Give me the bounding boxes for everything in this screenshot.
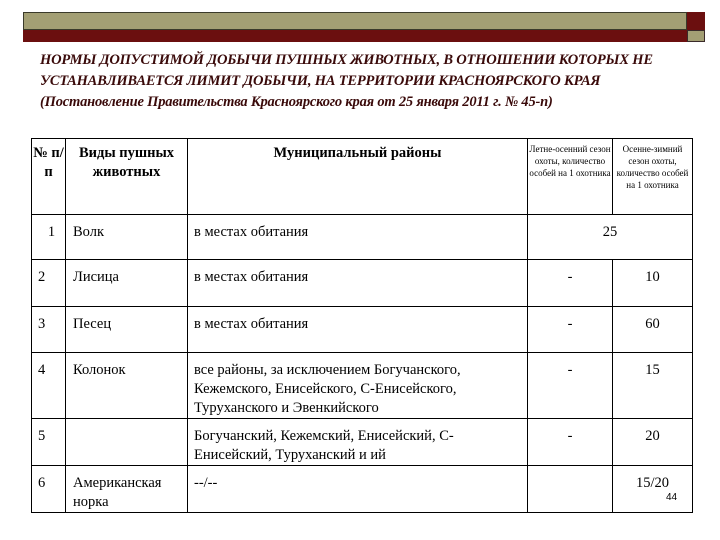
cell-num: 4 [32,353,66,419]
header-animal: Виды пушных животных [66,139,188,215]
cell-winter: 60 [613,307,693,353]
table-row [32,419,693,466]
cell-district: все районы, за исключением Богучанского, Кежемского, Енисейского, С-Енисейского, Туруханского и Эвенкийского [188,353,528,419]
cell-num: 5 [32,419,66,466]
hunting-norms-table [31,138,693,513]
cell-summer: - [528,419,613,466]
cell-animal: Колонок [66,353,188,419]
table-row [32,307,693,353]
cell-winter: 20 [613,419,693,466]
table-row [32,215,693,260]
cell-animal: Волк [66,215,188,260]
header-winter: Осенне-зимний сезон охоты, количество особей на 1 охотника [613,139,693,215]
table-row [32,260,693,307]
header-bar-olive [23,12,687,30]
header-bar-red [23,30,687,42]
header-square-olive [687,30,705,42]
table-row [32,466,693,513]
cell-summer [528,466,613,513]
cell-district: в местах обитания [188,260,528,307]
cell-summer: - [528,260,613,307]
cell-district: в местах обитания [188,307,528,353]
page-number: 44 [666,492,678,503]
cell-summer: - [528,353,613,419]
cell-summer: - [528,307,613,353]
header-num: № п/ п [32,139,66,215]
cell-winter: 15 [613,353,693,419]
title-main: НОРМЫ ДОПУСТИМОЙ ДОБЫЧИ ПУШНЫХ ЖИВОТНЫХ, В ОТНОШЕНИИ КОТОРЫХ НЕ УСТАНАВЛИВАЕТСЯ ЛИМИТ ДОБЫЧИ, НА ТЕРРИТОРИИ КРАСНОЯРСКОГО КРАЯ [40,52,653,89]
cell-num: 2 [32,260,66,307]
header-square-red [687,12,705,30]
cell-district: --/-- [188,466,528,513]
header-district: Муниципальный районы [188,139,528,215]
cell-num: 6 [32,466,66,513]
cell-animal: Американская норка [66,466,188,513]
cell-winter: 15/20 [613,466,693,513]
cell-animal: Лисица [66,260,188,307]
cell-animal: Песец [66,307,188,353]
cell-animal [66,419,188,466]
cell-num: 1 [32,215,66,260]
cell-merged-quota: 25 [528,215,693,260]
cell-district: Богучанский, Кежемский, Енисейский, С-Енисейский, Туруханский и ий [188,419,528,466]
cell-district: в местах обитания [188,215,528,260]
slide-title [40,50,680,113]
cell-winter: 10 [613,260,693,307]
table-row [32,353,693,419]
header-summer: Летне-осенний сезон охоты, количество особей на 1 охотника [528,139,613,215]
table-header-row [32,139,693,215]
title-source: (Постановление Правительства Красноярского края от 25 января 2011 г. № 45-п) [40,94,553,110]
cell-num: 3 [32,307,66,353]
